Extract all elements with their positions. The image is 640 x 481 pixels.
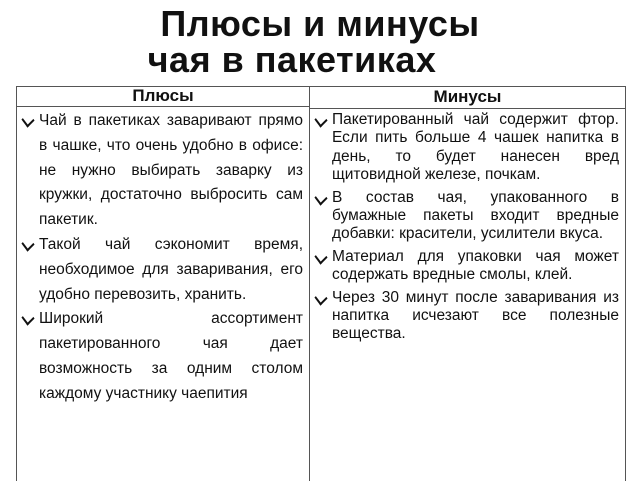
- cons-item: Пакетированный чай содержит фтор. Если пить больше 4 чашек напитка в день, то будет нанесен вред щитовидной железе, почкам.: [314, 111, 619, 185]
- pros-item: Чай в пакетиках заваривают прямо в чашке, что очень удобно в офисе: не нужно выбирать заварку из кружки, достаточно выбросить сам пакетик.: [21, 109, 303, 233]
- page-title: [0, 3, 640, 80]
- cons-item: Материал для упаковки чая может содержать вредные смолы, клей.: [314, 248, 619, 285]
- cons-item: Через 30 минут после заваривания из напитка исчезают все полезные вещества.: [314, 289, 619, 344]
- pros-column: [17, 87, 310, 481]
- cons-header: Минусы: [310, 87, 625, 109]
- title-line-2: чая в пакетиках: [147, 39, 437, 80]
- pros-item: Широкий ассортимент пакетированного чая дает возможность за одним столом каждому участнику чаепития: [21, 307, 303, 406]
- pros-list: [17, 107, 309, 407]
- title-line-1: Плюсы и минусы: [160, 3, 480, 44]
- cons-item: В состав чая, упакованного в бумажные пакеты входит вредные добавки: красители, усилители вкуса.: [314, 189, 619, 244]
- pros-cons-table: [16, 86, 626, 481]
- cons-list: [310, 109, 625, 344]
- cons-column: [310, 87, 625, 481]
- pros-item: Такой чай сэкономит время, необходимое для заваривания, его удобно перевозить, хранить.: [21, 233, 303, 307]
- pros-header: Плюсы: [17, 87, 309, 107]
